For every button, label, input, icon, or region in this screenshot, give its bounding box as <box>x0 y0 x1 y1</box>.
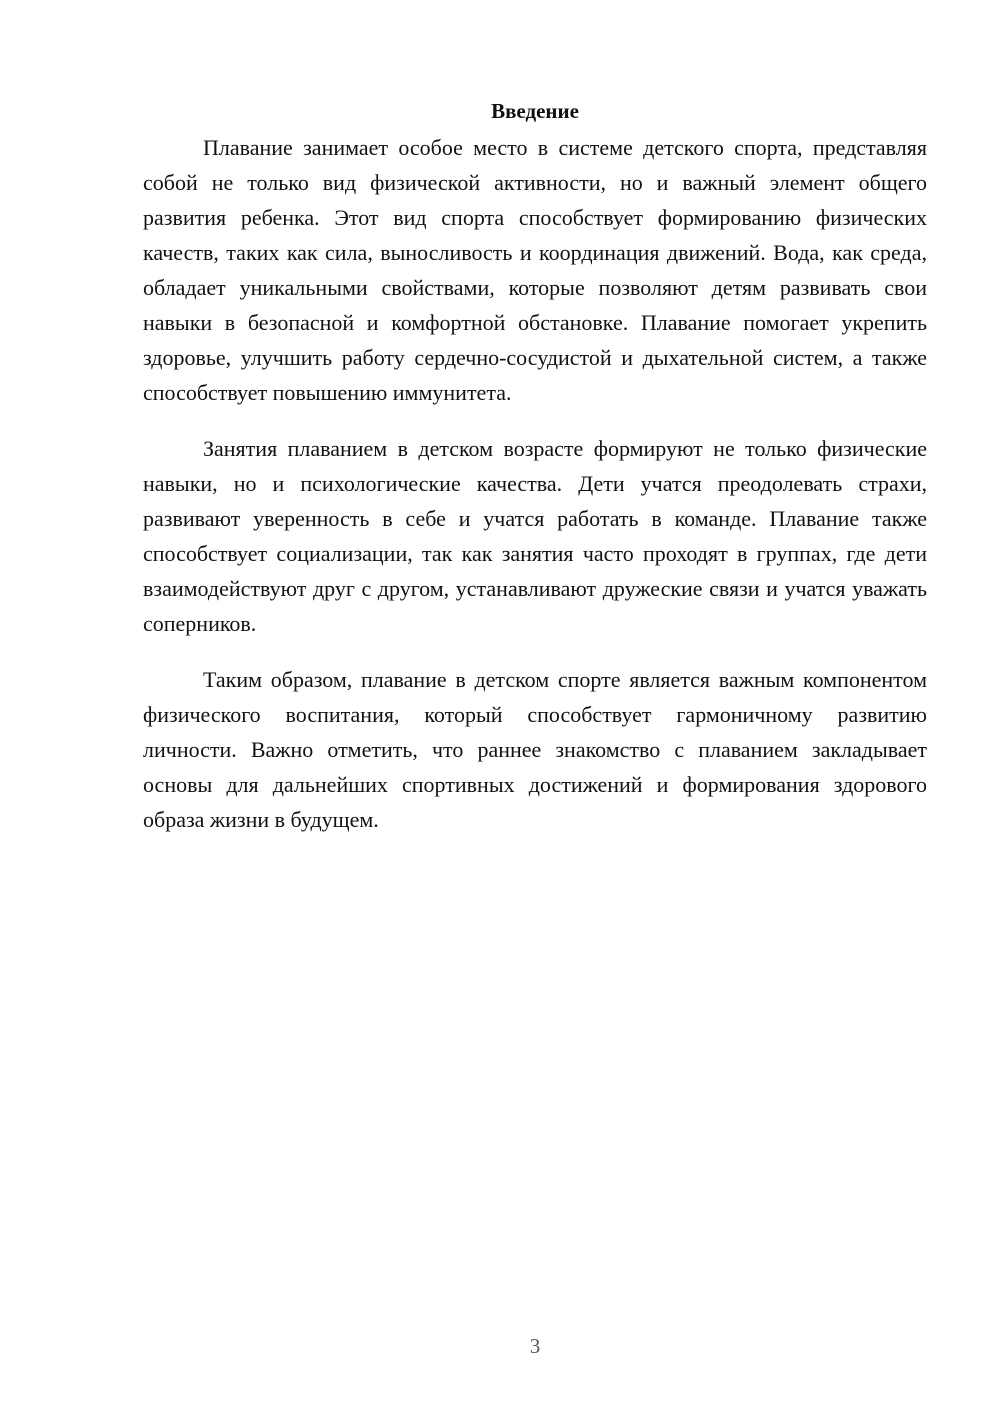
paragraph-2: Занятия плаванием в детском возрасте формируют не только физические навыки, но и психологические качества. Дети учатся преодолевать страхи, развивают уверенность в себе и учатся работать в команде. Плавание также способствует социализации, так как занятия часто проходят в группах, где дети взаимодействуют друг с другом, устанавливают дружеские связи и учатся уважать соперников. <box>143 436 927 636</box>
page-number: 3 <box>529 1334 541 1358</box>
paragraph-3: Таким образом, плавание в детском спорте является важным компонентом физического воспитания, который способствует гармоничному развитию личности. Важно отметить, что раннее знакомство с плаванием закладывает основы для дальнейших спортивных достижений и формирования здорового образа жизни в будущем. <box>143 667 927 832</box>
section-heading: Введение <box>491 99 579 123</box>
page-content <box>143 96 927 858</box>
paragraph-1: Плавание занимает особое место в системе детского спорта, представляя собой не только вид физической активности, но и важный элемент общего развития ребенка. Этот вид спорта способствует формированию физических качеств, таких как сила, выносливость и координация движений. Вода, как среда, обладает уникальными свойствами, которые позволяют детям развивать свои навыки в безопасной и комфортной обстановке. Плавание помогает укрепить здоровье, улучшить работу сердечно-сосудистой и дыхательной систем, а также способствует повышению иммунитета. <box>143 135 927 405</box>
